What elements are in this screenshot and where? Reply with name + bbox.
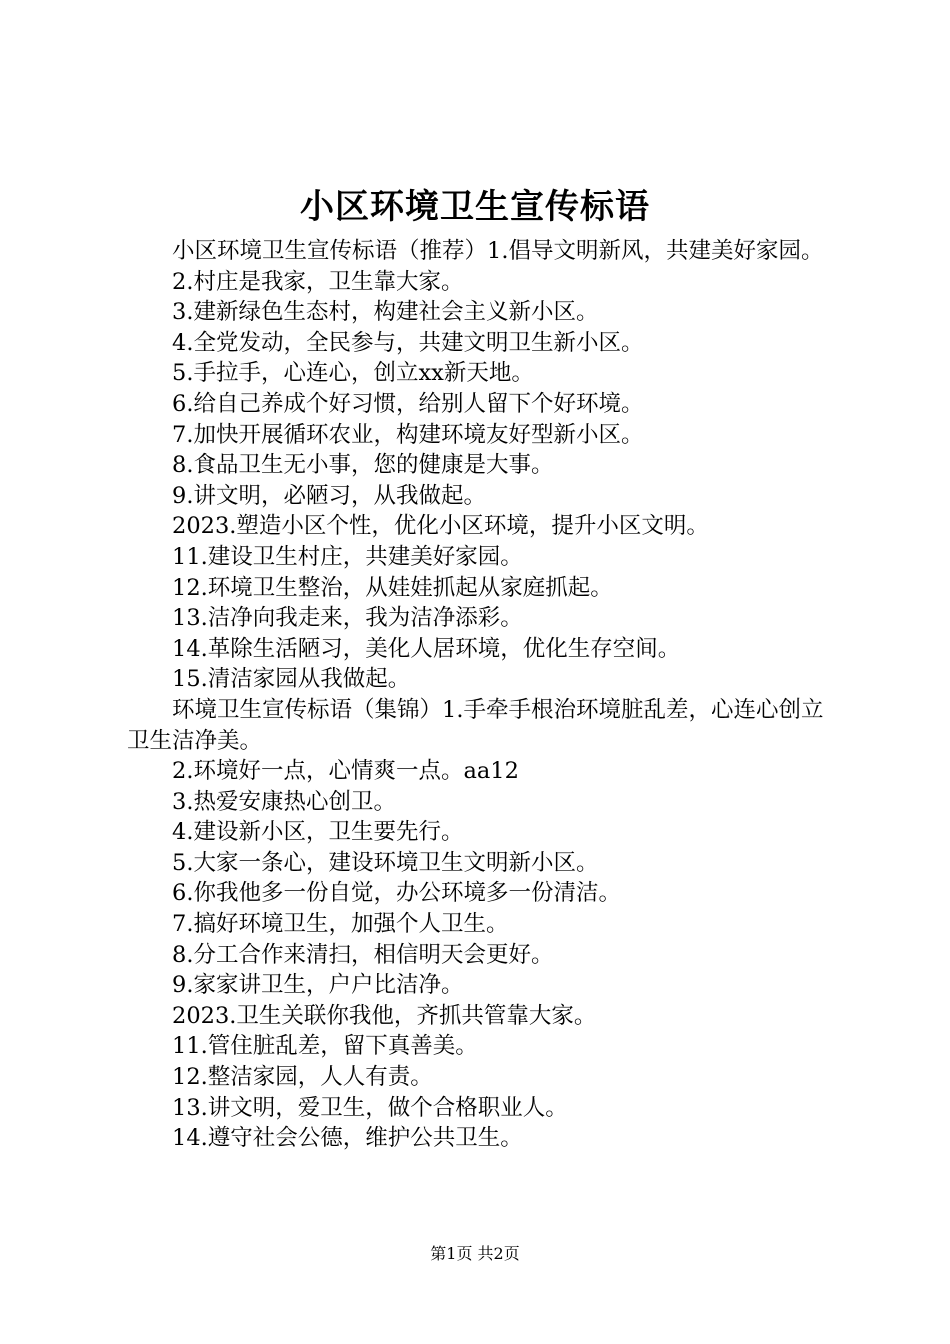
paragraph: 2.村庄是我家，卫生靠大家。: [172, 268, 464, 295]
paragraph: 2023.卫生关联你我他，齐抓共管靠大家。: [172, 1002, 597, 1029]
paragraph: 7.搞好环境卫生，加强个人卫生。: [172, 911, 509, 938]
paragraph: 12.整洁家园，人人有责。: [172, 1064, 433, 1091]
paragraph: 5.手拉手，心连心，创立xx新天地。: [172, 360, 534, 387]
paragraph: 7.加快开展循环农业，构建环境友好型新小区。: [172, 421, 644, 448]
paragraph: 5.大家一条心，建设环境卫生文明新小区。: [172, 849, 599, 876]
page-footer: 第1页 共2页: [430, 1244, 520, 1263]
paragraph: 8.食品卫生无小事，您的健康是大事。: [172, 452, 554, 479]
paragraph: 11.管住脏乱差，留下真善美。: [172, 1033, 478, 1060]
paragraph: 3.建新绿色生态村，构建社会主义新小区。: [172, 299, 599, 326]
paragraph: 14.遵守社会公德，维护公共卫生。: [172, 1125, 523, 1152]
paragraph: 14.革除生活陋习，美化人居环境，优化生存空间。: [172, 635, 681, 662]
paragraph: 13.洁净向我走来，我为洁净添彩。: [172, 605, 523, 632]
paragraph: 9.讲文明，必陋习，从我做起。: [172, 482, 486, 509]
paragraph: 6.你我他多一份自觉，办公环境多一份清洁。: [172, 880, 621, 907]
paragraph: 2.环境好一点，心情爽一点。aa12: [172, 758, 519, 785]
paragraph: 2023.塑造小区个性，优化小区环境，提升小区文明。: [172, 513, 709, 540]
paragraph: 环境卫生宣传标语（集锦）1.手牵手根治环境脏乱差，心连心创立卫生洁净美。: [127, 696, 824, 754]
paragraph: 12.环境卫生整治，从娃娃抓起从家庭抓起。: [172, 574, 613, 601]
paragraph: 8.分工合作来清扫，相信明天会更好。: [172, 941, 554, 968]
document-body: [127, 236, 837, 1154]
paragraph: 4.全党发动，全民参与，共建文明卫生新小区。: [172, 329, 644, 356]
paragraph: 15.清洁家园从我做起。: [172, 666, 411, 693]
paragraph: 3.热爱安康热心创卫。: [172, 788, 396, 815]
paragraph: 9.家家讲卫生，户户比洁净。: [172, 972, 464, 999]
paragraph: 6.给自己养成个好习惯，给别人留下个好环境。: [172, 390, 644, 417]
paragraph: 13.讲文明，爱卫生，做个合格职业人。: [172, 1094, 568, 1121]
paragraph: 11.建设卫生村庄，共建美好家园。: [172, 543, 523, 570]
paragraph: 4.建设新小区，卫生要先行。: [172, 819, 464, 846]
document-title: 小区环境卫生宣传标语: [300, 187, 650, 227]
paragraph: 小区环境卫生宣传标语（推荐）1.倡导文明新风，共建美好家园。: [172, 238, 824, 264]
